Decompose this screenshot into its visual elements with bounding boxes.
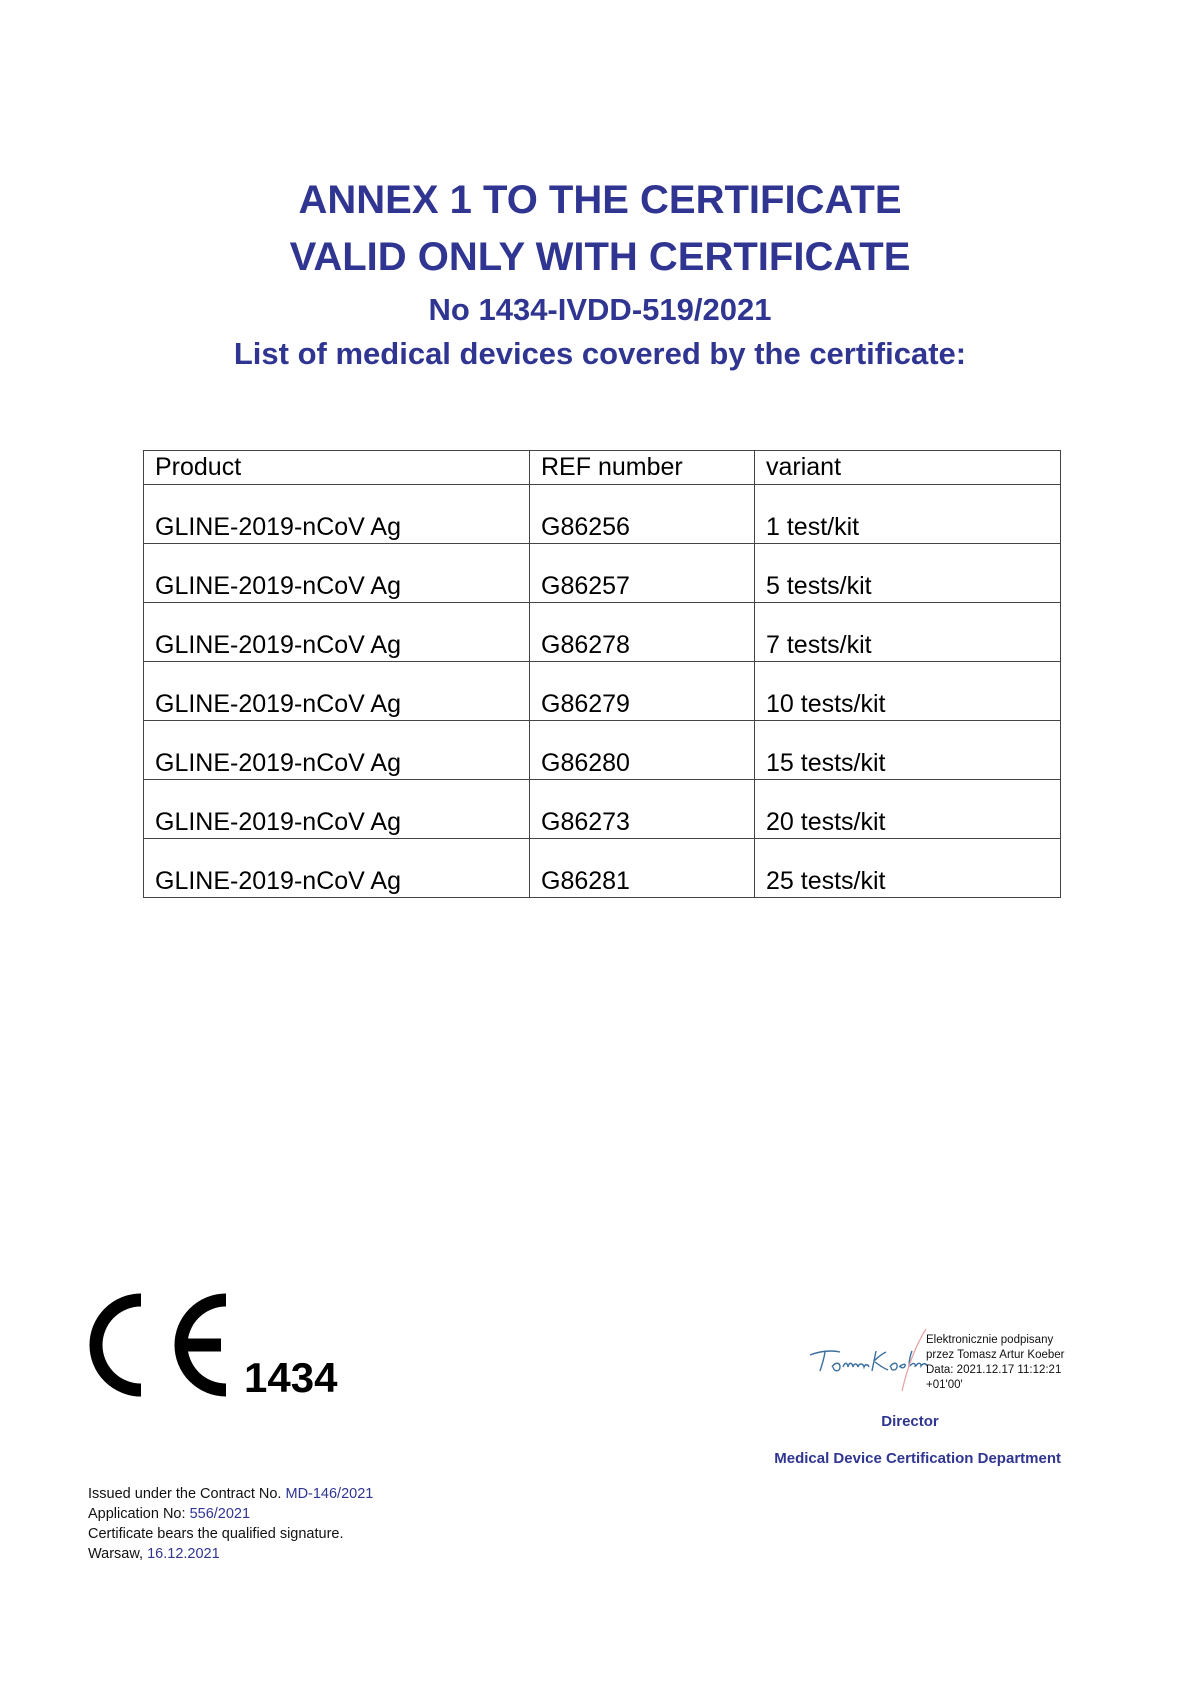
product-cell: GLINE-2019-nCoV Ag — [144, 485, 530, 544]
application-line — [88, 1504, 373, 1524]
column-header-variant: variant — [755, 451, 1061, 485]
signer-title: Director — [881, 1413, 939, 1430]
signature-line-1: Elektronicznie podpisany — [926, 1334, 1054, 1346]
variant-cell: 25 tests/kit — [755, 839, 1061, 898]
devices-table — [143, 450, 1061, 898]
ref-number-cell: G86257 — [530, 544, 755, 603]
product-cell: GLINE-2019-nCoV Ag — [144, 839, 530, 898]
table-row — [144, 544, 1061, 603]
product-cell: GLINE-2019-nCoV Ag — [144, 662, 530, 721]
variant-cell: 5 tests/kit — [755, 544, 1061, 603]
table-row — [144, 721, 1061, 780]
product-cell: GLINE-2019-nCoV Ag — [144, 603, 530, 662]
table-row — [144, 603, 1061, 662]
place-label: Warsaw, — [88, 1546, 144, 1562]
contract-label: Issued under the Contract No. — [88, 1486, 282, 1502]
signature-note: Certificate bears the qualified signature. — [88, 1526, 344, 1542]
signer-department: Medical Device Certification Department — [774, 1450, 1061, 1467]
ref-number-cell: G86280 — [530, 721, 755, 780]
product-cell: GLINE-2019-nCoV Ag — [144, 721, 530, 780]
product-cell: GLINE-2019-nCoV Ag — [144, 544, 530, 603]
application-number: 556/2021 — [189, 1506, 251, 1522]
table-row — [144, 839, 1061, 898]
issue-date: 16.12.2021 — [147, 1546, 220, 1562]
validity-title: VALID ONLY WITH CERTIFICATE — [289, 235, 911, 279]
ref-number-cell: G86281 — [530, 839, 755, 898]
application-label: Application No: — [88, 1506, 186, 1522]
notified-body-number: 1434 — [244, 1354, 338, 1401]
ce-mark-logo — [86, 1290, 236, 1400]
certificate-number: No 1434-IVDD-519/2021 — [428, 292, 772, 327]
product-cell: GLINE-2019-nCoV Ag — [144, 780, 530, 839]
signature-line-2: przez Tomasz Artur Koeber — [926, 1349, 1065, 1361]
signature-line-4: +01'00' — [926, 1379, 963, 1391]
issuance-details — [88, 1484, 373, 1564]
ref-number-cell: G86278 — [530, 603, 755, 662]
digital-signature-info — [926, 1333, 1065, 1393]
variant-cell: 20 tests/kit — [755, 780, 1061, 839]
ref-number-cell: G86256 — [530, 485, 755, 544]
variant-cell: 7 tests/kit — [755, 603, 1061, 662]
table-row — [144, 485, 1061, 544]
ref-number-cell: G86273 — [530, 780, 755, 839]
table-header-row — [144, 451, 1061, 485]
variant-cell: 15 tests/kit — [755, 721, 1061, 780]
ref-number-cell: G86279 — [530, 662, 755, 721]
device-list-title: List of medical devices covered by the certificate: — [233, 336, 967, 371]
column-header-ref-number: REF number — [530, 451, 755, 485]
contract-number: MD-146/2021 — [285, 1486, 374, 1502]
signature-line-3: Data: 2021.12.17 11:12:21 — [926, 1364, 1062, 1376]
contract-line — [88, 1484, 373, 1504]
table-row — [144, 780, 1061, 839]
place-date-line — [88, 1544, 373, 1564]
variant-cell: 10 tests/kit — [755, 662, 1061, 721]
column-header-product: Product — [144, 451, 530, 485]
document-header — [0, 172, 1200, 376]
annex-title: ANNEX 1 TO THE CERTIFICATE — [298, 178, 902, 222]
handwritten-signature — [806, 1325, 931, 1395]
table-row — [144, 662, 1061, 721]
variant-cell: 1 test/kit — [755, 485, 1061, 544]
